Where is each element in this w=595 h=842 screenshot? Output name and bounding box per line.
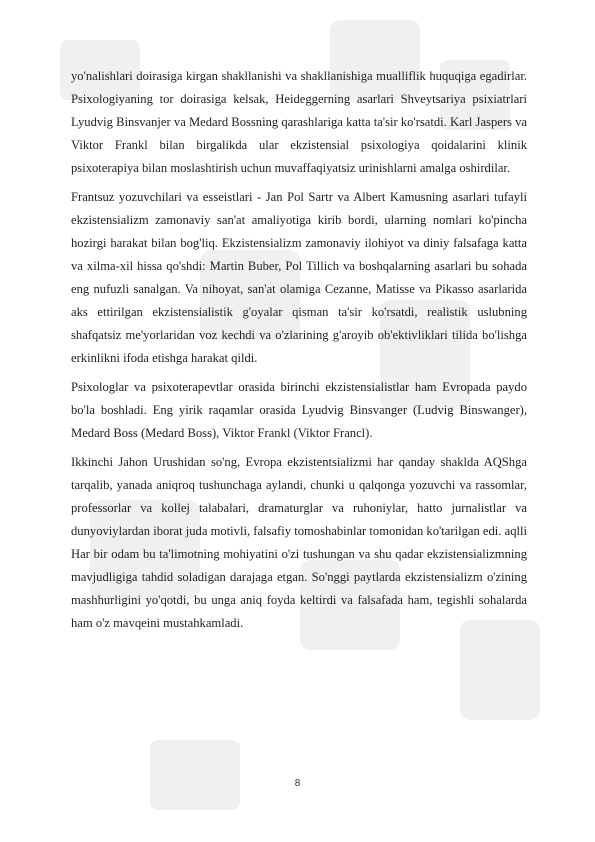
- document-body: [71, 65, 527, 641]
- paragraph: Psixologlar va psixoterapevtlar orasida birinchi ekzistensialistlar ham Evropada paydo bo'la boshladi. Eng yirik raqamlar orasida Lyudvig Binsvanger (Ludvig Binswanger), Medard Boss (Medard Boss), Viktor Frankl (Viktor Francl).: [71, 380, 527, 440]
- page-number: 8: [294, 778, 301, 789]
- paragraph: Ikkinchi Jahon Urushidan so'ng, Evropa ekzistentsializmi har qanday shaklda AQShga tarqalib, yanada aniqroq tushunchaga aylandi, chunki u qalqonga yozuvchi va rassomlar, professorlar va kollej talabalari, dramaturglar va ruhoniylar, hatto jurnalistlar va dunyoviylardan iborat juda motivli, falsafiy tomoshabinlar tomonidan ko'tarilgan edi. aqlli Har bir odam bu ta'limotning mohiyatini o'zi tushungan va shu qadar ekzistensializmning mavjudligiga tahdid soladigan darajaga etgan. So'nggi paytlarda ekzistensializm o'zining mashhurligini yo'qotdi, bu unga aniq foyda keltirdi va falsafada ham, tegishli sohalarda ham o'z mavqeini mustahkamladi.: [71, 455, 527, 630]
- paragraph: Frantsuz yozuvchilari va esseistlari - Jan Pol Sartr va Albert Kamusning asarlari tufayli ekzistensializm zamonaviy san'at amaliyotiga kirib bordi, ularning nomlari ko'pincha hozirgi harakat bilan bog'liq. Ekzistensializm zamonaviy ilohiyot va diniy falsafaga katta va xilma-xil hissa qo'shdi: Martin Buber, Pol Tillich va boshqalarning asarlari bu sohada eng nufuzli sanalgan. Va nihoyat, san'at olamiga Cezanne, Matisse va Pikasso asarlarida aks ettirilgan ekzistensialistik g'oyalar qisman ta'sir ko'rsatdi, realistik uslubning shafqatsiz me'yorlaridan voz kechdi va o'zlarining g'aroyib ob'ektivliklari tilida bo'lishga erkinlikni ifoda etishga harakat qildi.: [71, 190, 527, 365]
- paragraph: yo'nalishlari doirasiga kirgan shakllanishi va shakllanishiga mualliflik huquqiga egadirlar. Psixologiyaning tor doirasiga kelsak, Heideggerning asarlari Shveytsariya psixiatrlari Lyudvig Binsvanjer va Medard Bossning qarashlariga katta ta'sir ko'rsatdi. Karl Jaspers va Viktor Frankl bilan birgalikda ular ekzistensial psixologiya qoidalarini klinik psixoterapiya bilan moslashtirish uchun muvaffaqiyatsiz urinishlarni amalga oshirdilar.: [71, 69, 527, 175]
